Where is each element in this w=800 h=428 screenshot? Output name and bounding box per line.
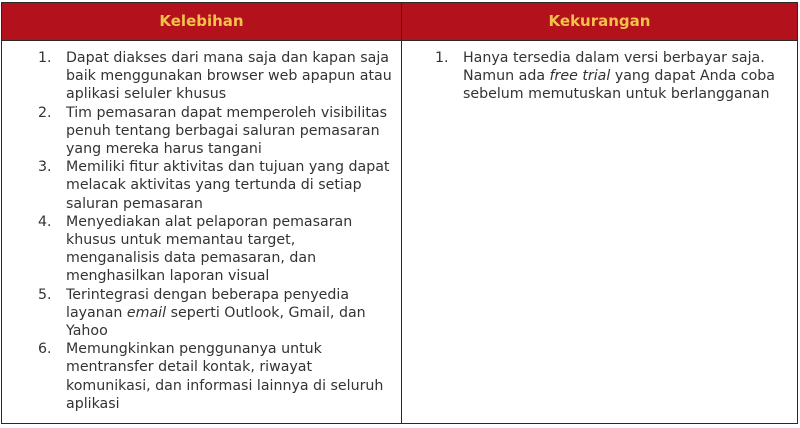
item-text: Menyediakan alat pelaporan pemasaran khusus untuk memantau target, menganalisis data pemasaran, dan menghasilkan laporan visual [66, 213, 353, 285]
list-item [38, 104, 393, 159]
item-text: Dapat diakses dari mana saja dan kapan saja baik menggunakan browser web apapun atau aplikasi seluler khusus [66, 50, 392, 103]
item-text-post: seperti Outlook, Gmail, dan Yahoo [66, 304, 366, 340]
item-text-emphasis: email [126, 304, 167, 321]
header-kelebihan: Kelebihan [159, 12, 244, 30]
item-text-pre: Hanya tersedia dalam versi berbayar saja. Namun ada [463, 50, 765, 85]
item-number: 1. [435, 50, 449, 66]
list-item [38, 49, 393, 104]
list-item [38, 158, 393, 213]
item-text: Memiliki fitur aktivitas dan tujuan yang dapat melacak aktivitas yang tertunda di setiap saluran pemasaran [66, 159, 390, 212]
table-header [2, 3, 797, 41]
header-kekurangan: Kekurangan [548, 12, 651, 30]
list-item [38, 340, 393, 413]
item-text-emphasis: free trial [549, 68, 611, 85]
item-number: 6. [38, 341, 52, 358]
comparison-table [1, 2, 798, 424]
list-item [38, 213, 393, 286]
item-number: 4. [38, 213, 52, 230]
column-divider [401, 3, 402, 423]
item-text: Tim pemasaran dapat memperoleh visibilitas penuh tentang berbagai saluran pemasaran yang mereka harus tangani [66, 104, 387, 158]
kelebihan-list [38, 49, 393, 413]
item-text: Memungkinkan penggunanya untuk mentransfer detail kontak, riwayat komunikasi, dan informasi lainnya di seluruh aplikasi [66, 341, 384, 412]
item-text [66, 286, 393, 341]
kekurangan-list [435, 49, 785, 104]
list-item [38, 286, 393, 341]
item-number: 1. [38, 50, 52, 66]
item-text-pre: Terintegrasi dengan beberapa penyedia layanan [66, 286, 350, 321]
list-item [435, 49, 785, 104]
item-number: 3. [38, 159, 52, 176]
item-number: 2. [38, 104, 52, 121]
item-text-post: yang dapat Anda coba sebelum memutuskan untuk berlangganan [463, 68, 775, 103]
item-number: 5. [38, 286, 52, 303]
item-text [463, 49, 785, 104]
